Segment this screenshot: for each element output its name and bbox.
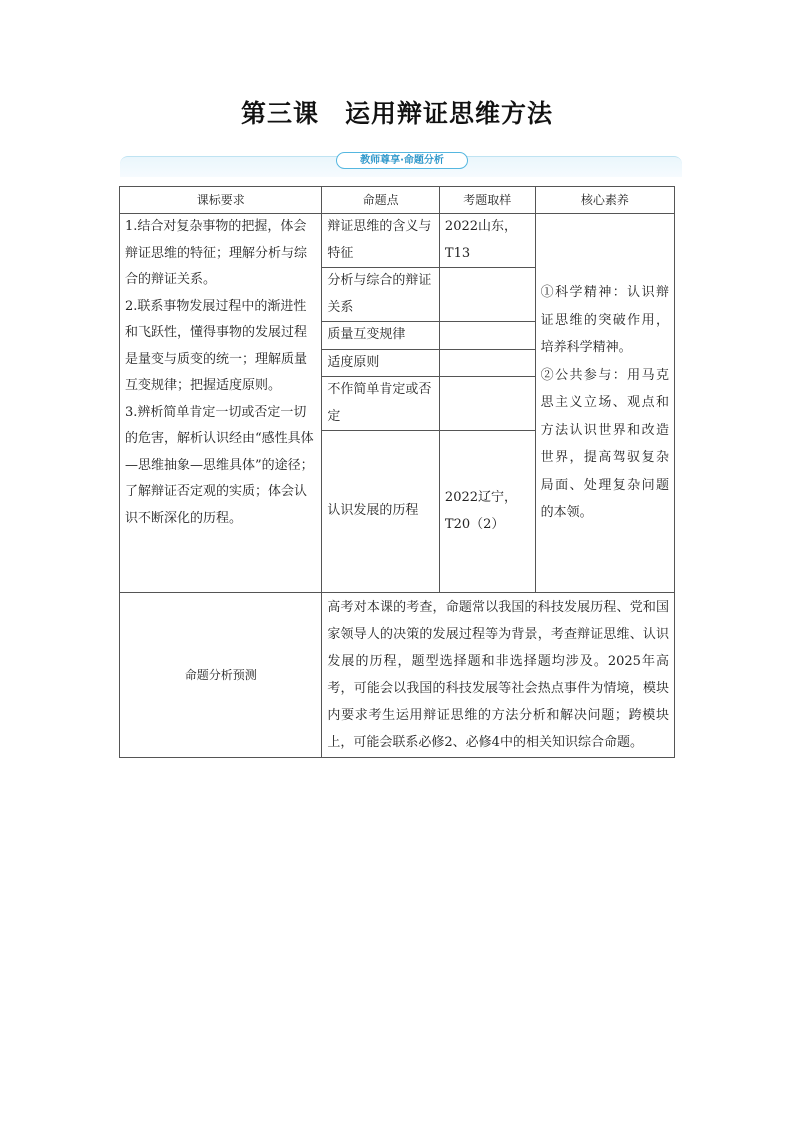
point-cell: 质量互变规律 — [322, 322, 440, 350]
sample-cell — [439, 322, 535, 350]
sample-cell — [439, 377, 535, 431]
header-samples: 考题取样 — [439, 187, 535, 214]
sample-cell — [439, 349, 535, 377]
requirement-item: 2.联系事物发展过程中的渐进性和飞跃性，懂得事物的发展过程是量变与质变的统一；理解质量互变规律；把握适度原则。 — [125, 298, 308, 393]
sample-cell — [439, 268, 535, 322]
lesson-name: 运用辩证思维方法 — [345, 99, 554, 128]
header-requirements: 课标要求 — [120, 187, 322, 214]
prediction-text: 高考对本课的考查，命题常以我国的科技发展历程、党和国家领导人的决策的发展过程等为背景，考查辩证思维、认识发展的历程，题型选择题和非选择题均涉及。2025年高考，可能会以我国的科技发展等社会热点事件为情境，模块内要求考生运用辩证思维的方法分析和解决问题；跨模块上，可能会联系必修2、必修4中的相关知识综合命题。 — [322, 593, 675, 758]
requirements-cell — [120, 214, 322, 593]
analysis-table — [119, 186, 675, 758]
lesson-number: 第三课 — [240, 99, 319, 128]
core-item: ①科学精神：认识辩证思维的突破作用，培养科学精神。 — [540, 285, 669, 356]
sample-cell: 2022辽宁，T20（2） — [439, 431, 535, 593]
requirement-item: 1.结合对复杂事物的把握，体会辩证思维的特征；理解分析与综合的辩证关系。 — [125, 219, 308, 287]
prediction-row — [120, 593, 675, 758]
core-cell — [535, 214, 674, 593]
page-title — [0, 94, 794, 130]
point-cell: 不作简单肯定或否定 — [322, 377, 440, 431]
table-row — [120, 214, 675, 268]
header-points: 命题点 — [322, 187, 440, 214]
point-cell: 适度原则 — [322, 349, 440, 377]
banner-label: 教师尊享·命题分析 — [336, 152, 468, 169]
requirement-item: 3.辨析简单肯定一切或否定一切的危害，解析认识经由“感性具体—思维抽象—思维具体”的途径；了解辩证否定观的实质；体会认识不断深化的历程。 — [125, 404, 314, 526]
prediction-label: 命题分析预测 — [120, 593, 322, 758]
point-cell: 分析与综合的辩证关系 — [322, 268, 440, 322]
point-cell: 辩证思维的含义与特征 — [322, 214, 440, 268]
header-core: 核心素养 — [535, 187, 674, 214]
sample-cell: 2022山东，T13 — [439, 214, 535, 268]
point-cell: 认识发展的历程 — [322, 431, 440, 593]
core-item: ②公共参与：用马克思主义立场、观点和方法认识世界和改造世界，提高驾驭复杂局面、处理复杂问题的本领。 — [540, 367, 669, 521]
table-header-row — [120, 187, 675, 214]
section-banner — [120, 156, 682, 176]
